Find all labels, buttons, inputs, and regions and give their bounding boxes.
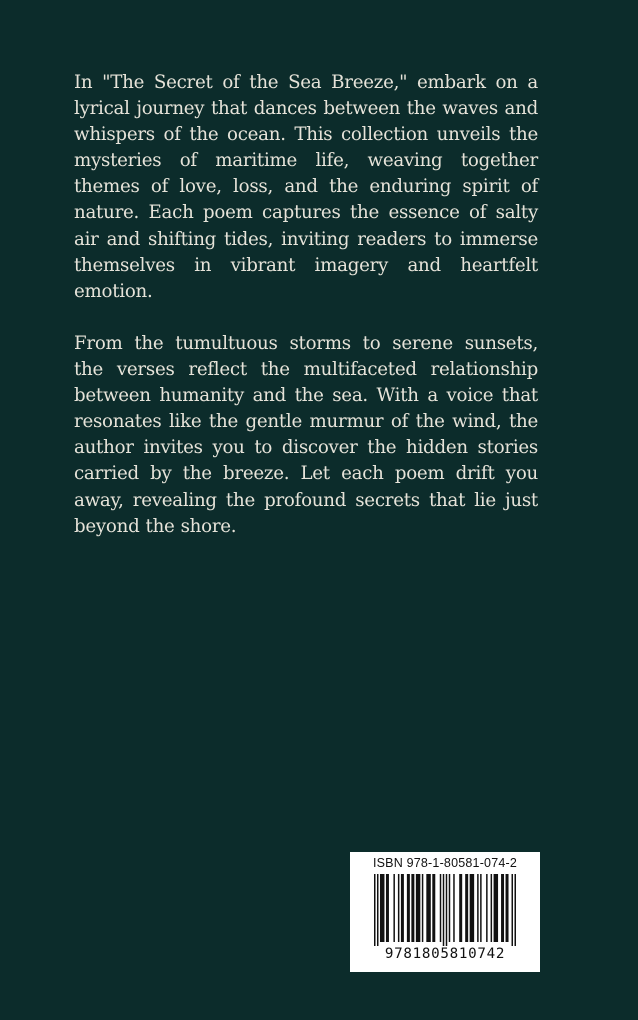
barcode-bar bbox=[512, 874, 513, 946]
isbn-label: ISBN 978-1-80581-074-2 bbox=[372, 856, 518, 870]
barcode-bar bbox=[453, 874, 454, 942]
barcode-bar bbox=[377, 874, 378, 946]
barcode-bar bbox=[459, 874, 462, 942]
ean-digits: 9781805810742 bbox=[384, 946, 506, 962]
barcode-bar bbox=[491, 874, 492, 942]
barcode-bar bbox=[486, 874, 487, 942]
barcode-bar bbox=[416, 874, 420, 942]
barcode-bar bbox=[374, 874, 375, 946]
barcode-bar bbox=[386, 874, 389, 942]
barcode-bar bbox=[480, 874, 481, 942]
barcode-bar bbox=[380, 874, 384, 942]
barcode-bar bbox=[470, 874, 474, 942]
barcode-bar bbox=[443, 874, 444, 946]
barcode-bar bbox=[411, 874, 414, 942]
barcode-bar bbox=[407, 874, 410, 942]
barcode-bar bbox=[501, 874, 504, 942]
barcode-bar bbox=[398, 874, 399, 942]
blurb bbox=[74, 70, 538, 540]
barcode-bar bbox=[440, 874, 441, 942]
blurb-paragraph-1: In "The Secret of the Sea Breeze," embark on a lyrical journey that dances between the waves and whispers of the ocean. This collection unveils the mysteries of maritime life, weaving together themes of love, loss, and the enduring spirit of nature. Each poem captures the essence of salty air and shifting tides, inviting readers to immerse themselves in vibrant imagery and heartfelt emotion. bbox=[74, 72, 538, 302]
barcode-bar bbox=[393, 874, 394, 942]
barcode-bar bbox=[477, 874, 478, 942]
barcode-bars bbox=[374, 874, 516, 946]
barcode-bar bbox=[446, 874, 447, 946]
barcode-bar bbox=[432, 874, 435, 942]
barcode-bar bbox=[426, 874, 430, 942]
barcode-bar bbox=[506, 874, 509, 942]
isbn-barcode-panel bbox=[350, 852, 540, 972]
barcode-bar bbox=[465, 874, 468, 942]
barcode-bar bbox=[515, 874, 516, 946]
barcode-bar bbox=[449, 874, 450, 942]
barcode-bar bbox=[401, 874, 404, 942]
barcode-bar bbox=[422, 874, 423, 942]
barcode-bar bbox=[494, 874, 498, 942]
blurb-paragraph-2: From the tumultuous storms to serene sunsets, the verses reflect the multifaceted relationship between humanity and the sea. With a voice that resonates like the gentle murmur of the wind, the author invites you to discover the hidden stories carried by the breeze. Let each poem drift you away, revealing the profound secrets that lie just beyond the shore. bbox=[74, 332, 538, 537]
